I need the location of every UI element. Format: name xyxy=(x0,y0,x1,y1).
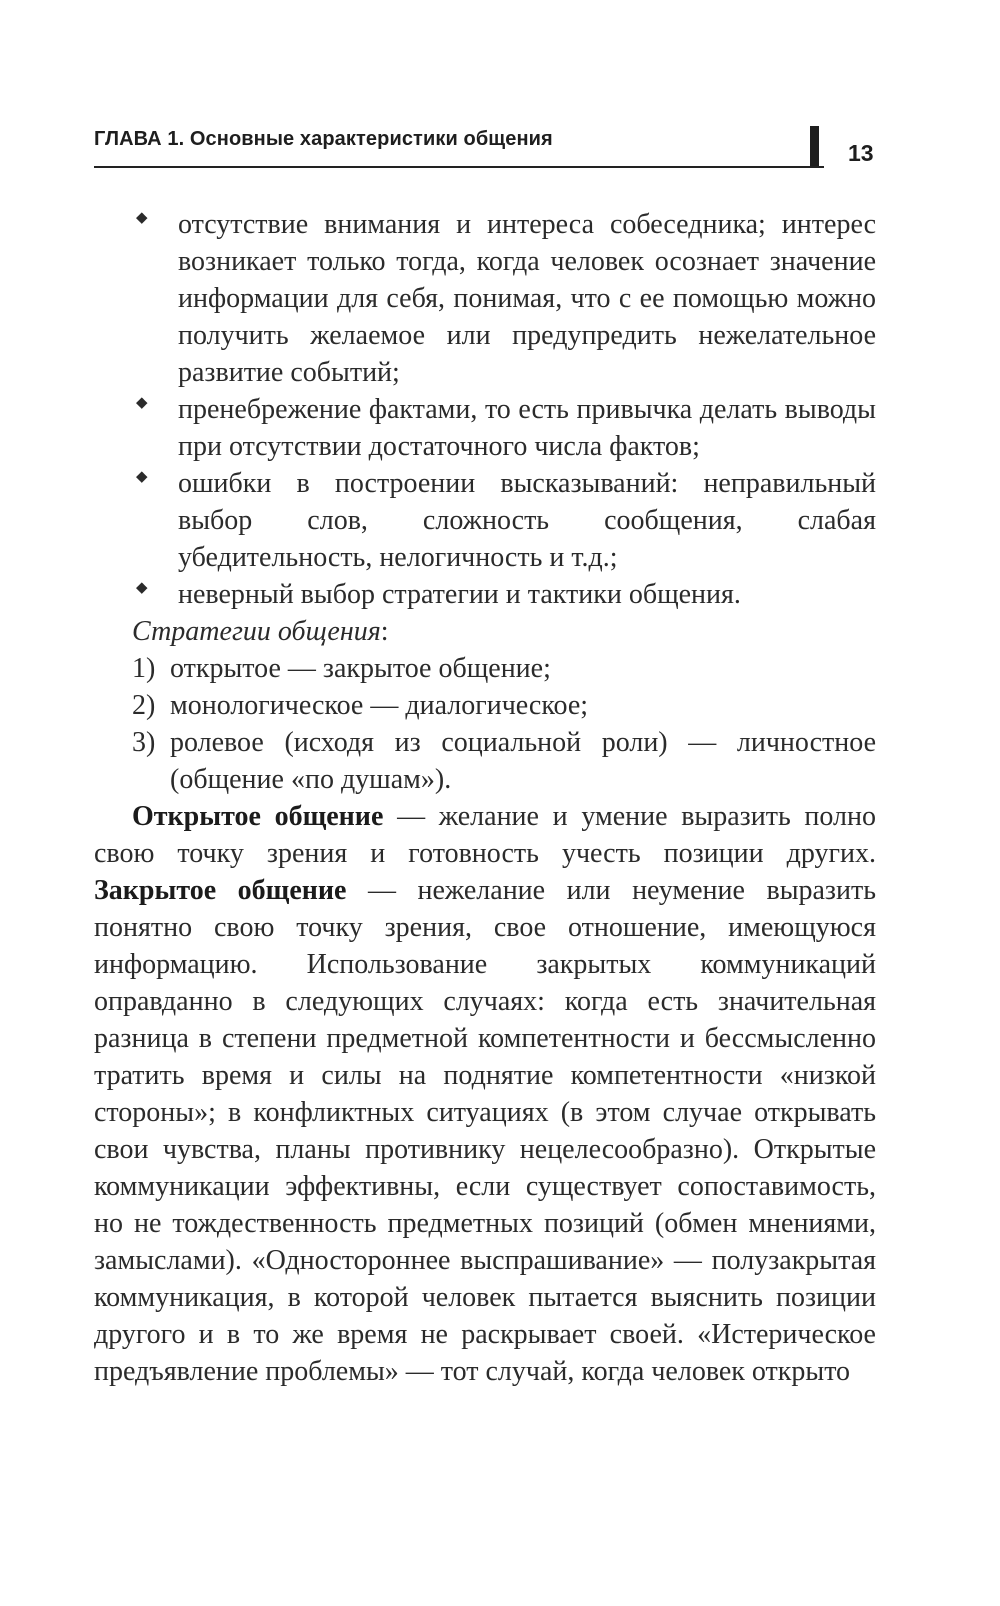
page-number: 13 xyxy=(848,140,874,166)
item-number: 3) xyxy=(132,727,156,758)
numbered-item xyxy=(94,650,876,687)
body-paragraph xyxy=(94,798,876,1390)
diamond-bullet-icon: ◆ xyxy=(136,395,148,411)
bullet-text: отсутствие внимания и интереса собеседника; интерес возникает только тогда, когда человек осознает значение информации для себя, понимая, что с ее помощью можно получить желаемое или предупредить нежелательное развитие событий; xyxy=(178,209,876,388)
running-header xyxy=(94,126,824,168)
item-text: монологическое — диалогическое; xyxy=(170,690,589,721)
numbered-item xyxy=(94,724,876,798)
bullet-item xyxy=(94,206,876,391)
term-closed-communication: Закрытое общение xyxy=(94,875,347,906)
diamond-bullet-icon: ◆ xyxy=(136,469,148,485)
bullet-text: пренебрежение фактами, то есть привычка делать выводы при отсутствии достаточного числа фактов; xyxy=(178,394,876,462)
term-open-communication: Открытое общение xyxy=(132,801,384,832)
numbered-item xyxy=(94,687,876,724)
item-number: 1) xyxy=(132,653,156,684)
strategies-heading xyxy=(94,613,876,650)
bullet-item xyxy=(94,576,876,613)
bullet-item xyxy=(94,465,876,576)
strategies-colon: : xyxy=(380,616,389,647)
bullet-text: ошибки в построении высказываний: неправильный выбор слов, сложность сообщения, слабая убедительность, нелогичность и т.д.; xyxy=(178,468,876,573)
diamond-bullet-icon: ◆ xyxy=(136,580,148,596)
item-text: открытое — закрытое общение; xyxy=(170,653,551,684)
header-bar-mark xyxy=(810,126,819,166)
paragraph-text-2: — нежелание или неумение выразить понятно свою точку зрения, свое отношение, имеющуюся информацию. Использование закрытых коммуникаций оправданно в следующих случаях: когда есть значительная разница в степени предметной компетентности и бессмысленно тратить время и силы на поднятие компетентности «низкой стороны»; в конфликтных ситуациях (в этом случае открывать свои чувства, планы противнику нецелесообразно). Открытые коммуникации эффективны, если существует сопоставимость, но не тождественность предметных позиций (обмен мнениями, замыслами). «Одностороннее выспрашивание» — полузакрытая коммуникация, в которой человек пытается выяснить позиции другого и в то же время не раскрывает своей. «Истерическое предъявление проблемы» — тот случай, когда человек открыто xyxy=(94,875,876,1387)
main-text xyxy=(94,206,876,1390)
strategies-title: Стратегии общения xyxy=(132,616,381,647)
chapter-title: ГЛАВА 1. Основные характеристики общения xyxy=(94,128,553,150)
paragraph-text-1: — желание и умение выразить полно свою точку зрения и готовность учесть позиции других. xyxy=(94,801,876,869)
item-number: 2) xyxy=(132,690,156,721)
item-text: ролевое (исходя из социальной роли) — личностное (общение «по душам»). xyxy=(170,727,876,795)
bullet-item xyxy=(94,391,876,465)
bullet-text: неверный выбор стратегии и тактики общения. xyxy=(178,579,741,610)
diamond-bullet-icon: ◆ xyxy=(136,210,148,226)
